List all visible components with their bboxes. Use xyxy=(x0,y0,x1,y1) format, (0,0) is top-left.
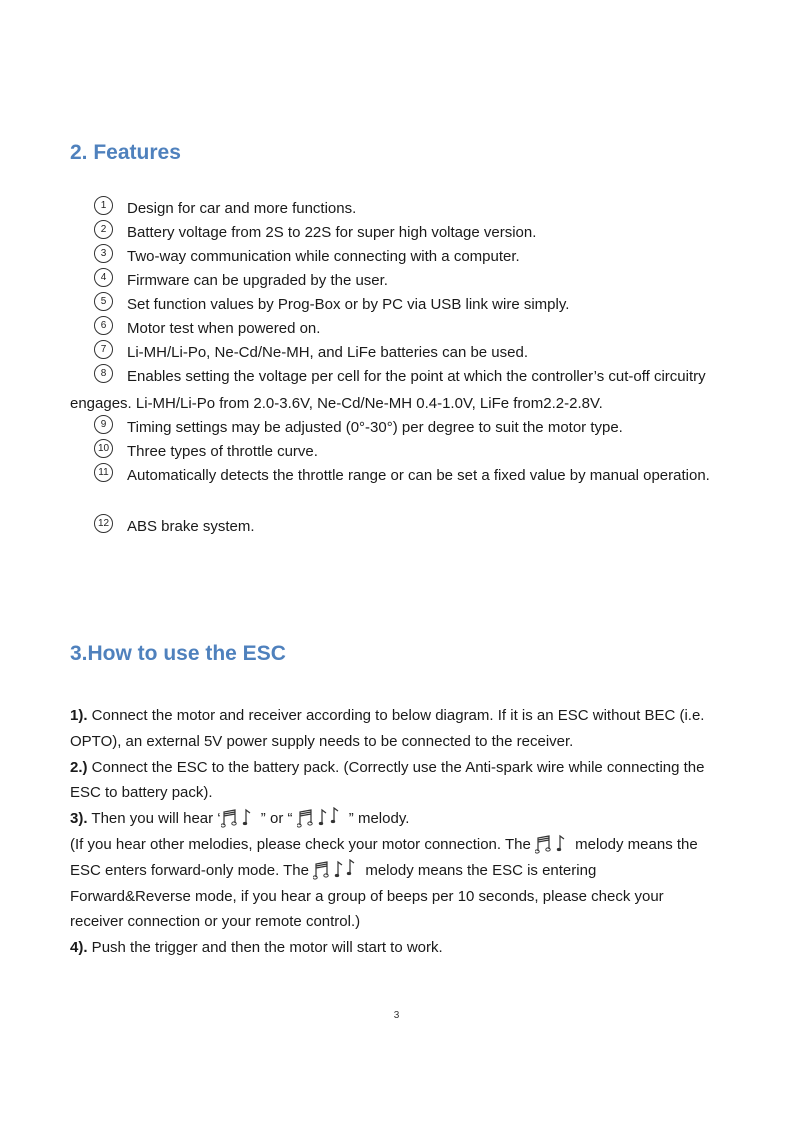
melody-reverse-icon xyxy=(297,807,345,829)
melody-forward-icon xyxy=(221,807,257,829)
item-number: 9 xyxy=(94,415,113,434)
feature-text: Motor test when powered on. xyxy=(127,320,321,337)
feature-text: Automatically detects the throttle range or can be set a fixed value by manual operation. xyxy=(127,467,710,484)
step-4 xyxy=(70,935,710,961)
step-label: 1). xyxy=(70,707,88,724)
item-number: 1 xyxy=(94,196,113,215)
melody-reverse-icon xyxy=(313,859,361,881)
feature-text: Firmware can be upgraded by the user. xyxy=(127,272,388,289)
item-number: 2 xyxy=(94,220,113,239)
usage-heading: 3.How to use the ESC xyxy=(70,642,286,665)
step-2 xyxy=(70,755,710,807)
item-number: 12 xyxy=(94,514,113,533)
features-heading: 2. Features xyxy=(70,141,181,164)
step-text: Connect the ESC to the battery pack. (Correctly use the Anti-spark wire while connecting the ESC to battery pack). xyxy=(70,758,705,802)
melody-forward-icon xyxy=(535,833,571,855)
item-number: 3 xyxy=(94,244,113,263)
feature-item xyxy=(70,363,730,417)
step-3-note xyxy=(70,832,710,935)
item-number: 11 xyxy=(94,463,113,482)
feature-item xyxy=(70,462,730,516)
step-text: Connect the motor and receiver according to below diagram. If it is an ESC without BEC (i.e. OPTO), an external 5V power supply needs to be connected to the receiver. xyxy=(70,707,705,750)
feature-text: Battery voltage from 2S to 22S for super high voltage version. xyxy=(127,224,537,241)
feature-item xyxy=(70,195,730,222)
feature-item xyxy=(70,315,730,342)
step-3 xyxy=(70,806,710,832)
step-label: 3). xyxy=(70,810,88,828)
features-list xyxy=(70,198,730,540)
step-text: Push the trigger and then the motor will start to work. xyxy=(87,939,443,957)
feature-item xyxy=(70,243,730,270)
item-number: 4 xyxy=(94,268,113,287)
feature-item xyxy=(70,414,730,441)
feature-item xyxy=(70,267,730,294)
feature-item xyxy=(70,513,730,540)
feature-item xyxy=(70,291,730,318)
item-number: 10 xyxy=(94,439,113,458)
step-1 xyxy=(70,703,710,755)
feature-item xyxy=(70,339,730,366)
feature-text: Three types of throttle curve. xyxy=(127,443,318,460)
step-text: ” melody. xyxy=(344,810,410,828)
usage-steps xyxy=(70,703,710,961)
feature-text: ABS brake system. xyxy=(127,518,255,535)
item-number: 8 xyxy=(94,364,113,383)
feature-text: Two-way communication while connecting with a computer. xyxy=(127,248,520,265)
item-number: 6 xyxy=(94,316,113,335)
step-label: 4). xyxy=(70,939,88,957)
step-text: ” or “ xyxy=(256,810,297,828)
step-label: 2.) xyxy=(70,758,88,776)
feature-text: Li-MH/Li-Po, Ne-Cd/Ne-MH, and LiFe batteries can be used. xyxy=(127,344,529,361)
feature-text: Timing settings may be adjusted (0°-30°) per degree to suit the motor type. xyxy=(127,419,623,436)
feature-text: Enables setting the voltage per cell for the point at which the controller’s cut-off circuitry engages. Li-MH/Li-Po from 2.0-3.6V, Ne-Cd/Ne-MH 0.4-1.0V, LiFe from2.2-2.8V. xyxy=(70,368,706,412)
page-number: 3 xyxy=(393,1010,400,1021)
feature-item xyxy=(70,219,730,246)
feature-text: Set function values by Prog-Box or by PC via USB link wire simply. xyxy=(127,296,570,313)
note-text: melody means the ESC is entering Forward&Reverse mode, if you hear a group of beeps per 10 seconds, please check your receiver connection or your remote control.) xyxy=(70,861,664,931)
item-number: 5 xyxy=(94,292,113,311)
note-text: melody means the ESC enters forward-only mode. The xyxy=(70,835,698,879)
note-text: (If you hear other melodies, please check your motor connection. The xyxy=(70,835,535,853)
item-number: 7 xyxy=(94,340,113,359)
feature-text: Design for car and more functions. xyxy=(127,200,357,217)
feature-item xyxy=(70,438,730,465)
step-text: Then you will hear ‘ xyxy=(87,810,221,828)
